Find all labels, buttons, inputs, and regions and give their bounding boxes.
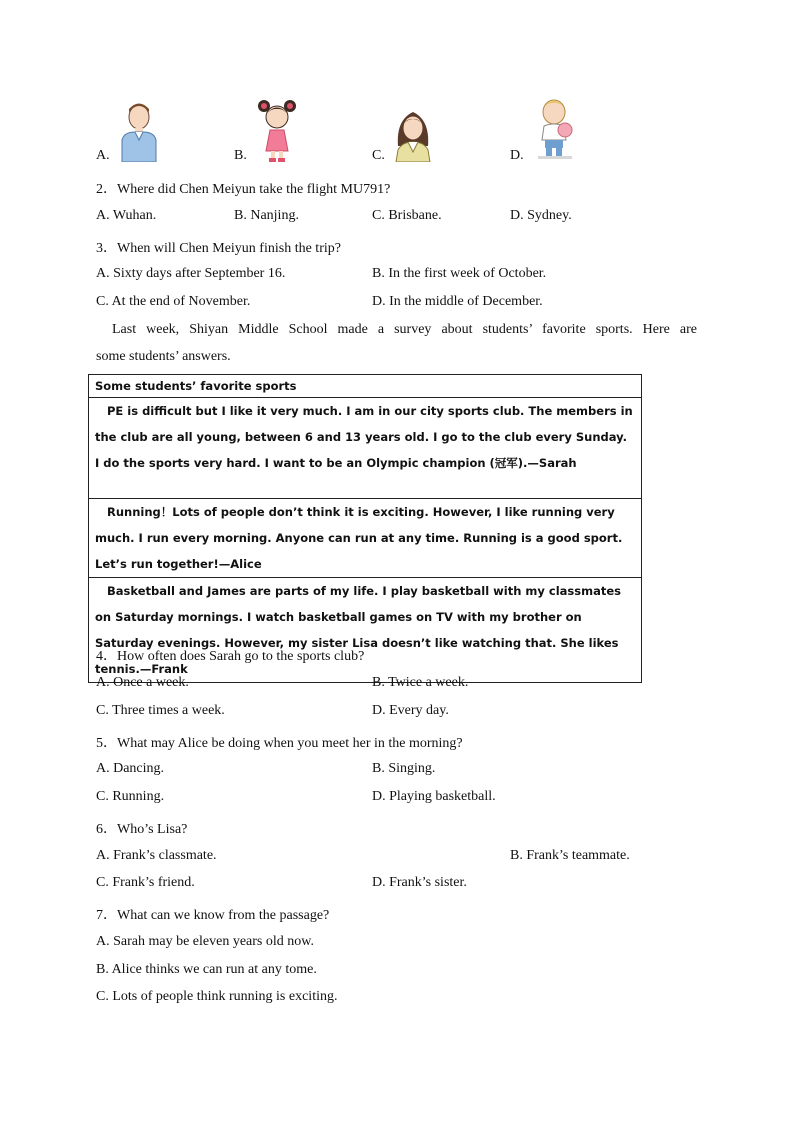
sarah-answer: PE is difficult but I like it very much. I am in our city sports club. The members in the club are all young, between 6 and 13 years old. I go to the club every Sunday. I do the sports very hard. I want to be an Olympic champion (冠军).—Sarah [95, 404, 633, 470]
q2-option-d[interactable]: D. Sydney. [510, 208, 572, 223]
table-header-row [89, 375, 642, 398]
table-row [89, 499, 642, 578]
q6-option-d[interactable]: D. Frank’s sister. [372, 875, 467, 890]
q2-option-a[interactable]: A. Wuhan. [96, 208, 157, 223]
table-row [89, 398, 642, 499]
alice-answer: Running！Lots of people don’t think it is exciting. However, I like running very much. I run every morning. Anyone can run at any time. Running is a good sport. Let’s run together!—Alice [95, 505, 623, 571]
q6-question: 6．Who’s Lisa? [96, 822, 188, 837]
q7-option-b[interactable]: B. Alice thinks we can run at any tome. [96, 962, 317, 977]
girl-figure-icon [254, 97, 300, 163]
boy-figure-icon [532, 96, 582, 160]
q7-question: 7．What can we know from the passage? [96, 908, 330, 923]
q4-option-b[interactable]: B. Twice a week. [372, 675, 469, 690]
q5-option-c[interactable]: C. Running. [96, 789, 165, 804]
q5-option-b[interactable]: B. Singing. [372, 761, 436, 776]
q5-option-a[interactable]: A. Dancing. [96, 761, 165, 776]
man-figure-icon [116, 100, 162, 162]
q2-option-b[interactable]: B. Nanjing. [234, 208, 299, 223]
q6-option-c[interactable]: C. Frank’s friend. [96, 875, 195, 890]
q5-option-d[interactable]: D. Playing basketball. [372, 789, 496, 804]
q4-option-d[interactable]: D. Every day. [372, 703, 449, 718]
q1-option-c-letter: C. [372, 148, 385, 163]
q2-question: 2．Where did Chen Meiyun take the flight MU791? [96, 182, 391, 197]
q6-option-a[interactable]: A. Frank’s classmate. [96, 848, 217, 863]
favorite-sports-table [88, 374, 642, 683]
q4-option-a[interactable]: A. Once a week. [96, 675, 189, 690]
q7-option-c[interactable]: C. Lots of people think running is exciting. [96, 989, 338, 1004]
q7-option-a[interactable]: A. Sarah may be eleven years old now. [96, 934, 314, 949]
table-header: Some students’ favorite sports [89, 375, 642, 398]
q1-option-a-letter: A. [96, 148, 110, 163]
q1-option-b-letter: B. [234, 148, 247, 163]
table-row [89, 578, 642, 683]
q3-option-b[interactable]: B. In the first week of October. [372, 266, 547, 281]
q4-option-c[interactable]: C. Three times a week. [96, 703, 225, 718]
q3-option-d[interactable]: D. In the middle of December. [372, 294, 543, 309]
woman-figure-icon [392, 106, 434, 162]
q6-option-b[interactable]: B. Frank’s teammate. [510, 848, 630, 863]
q3-question: 3．When will Chen Meiyun finish the trip? [96, 241, 341, 256]
q2-option-c[interactable]: C. Brisbane. [372, 208, 442, 223]
frank-answer: Basketball and James are parts of my life. I play basketball with my classmates on Saturday mornings. I watch basketball games on TV with my brother on Saturday evenings. However, my sister Lisa doesn’t like watching that. She likes tennis.—Frank [95, 584, 621, 676]
q1-option-d-letter: D. [510, 148, 524, 163]
q5-question: 5．What may Alice be doing when you meet her in the morning? [96, 736, 463, 751]
q4-question: 4．How often does Sarah go to the sports club? [96, 649, 365, 664]
passage-line-2: some students’ answers. [96, 349, 231, 364]
q3-option-c[interactable]: C. At the end of November. [96, 294, 251, 309]
q3-option-a[interactable]: A. Sixty days after September 16. [96, 266, 286, 281]
passage-line-1: Last week, Shiyan Middle School made a survey about students’ favorite sports. Here are [112, 322, 697, 337]
